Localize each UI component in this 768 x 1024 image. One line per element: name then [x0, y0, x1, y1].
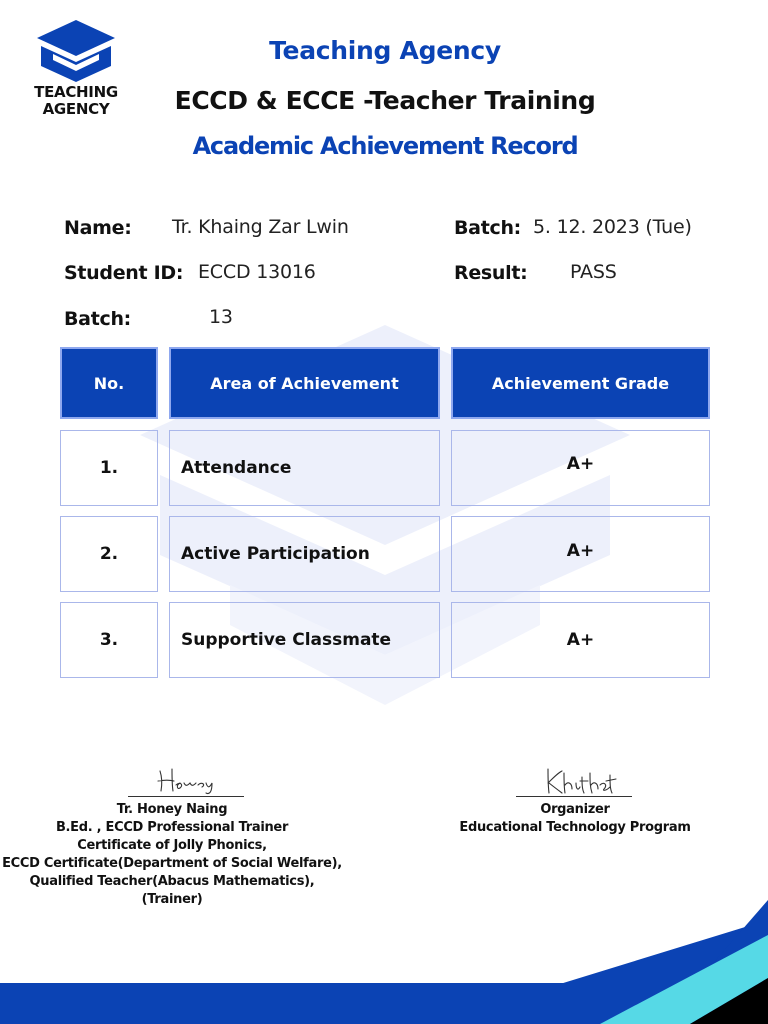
graduation-cap-icon [37, 20, 115, 84]
result-label: Result: [454, 262, 528, 284]
table-header-area: Area of Achievement [169, 347, 440, 419]
signature-organizer [540, 763, 620, 797]
organizer-block [430, 801, 720, 837]
table-row-2-grade: A+ [451, 516, 710, 592]
result-value: PASS [570, 261, 617, 283]
program-title: ECCD & ECCE -Teacher Training [174, 86, 596, 115]
footer-decoration [0, 880, 768, 1024]
agency-logo [34, 20, 118, 130]
trainer-credential-3: ECCD Certificate(Department of Social Welfare), [2, 856, 342, 871]
organizer-title: Organizer [540, 802, 610, 817]
date-label: Batch: [454, 217, 521, 239]
trainer-credential-2: Certificate of Jolly Phonics, [77, 838, 267, 853]
student-id-value: ECCD 13016 [198, 261, 316, 283]
trainer-credential-4: Qualified Teacher(Abacus Mathematics), [29, 874, 315, 889]
batch-value: 13 [209, 306, 233, 328]
trainer-name: Tr. Honey Naing [116, 802, 228, 817]
table-row-1-area: Attendance [169, 430, 440, 506]
name-label: Name: [64, 217, 132, 239]
table-row-3-area: Supportive Classmate [169, 602, 440, 678]
table-row-1-no: 1. [60, 430, 158, 506]
table-row-3-no: 3. [60, 602, 158, 678]
trainer-credential-1: B.Ed. , ECCD Professional Trainer [55, 820, 289, 835]
organizer-program: Educational Technology Program [459, 820, 691, 835]
table-header-no: No. [60, 347, 158, 419]
date-value: 5. 12. 2023 (Tue) [533, 216, 692, 238]
table-row-1-grade: A+ [451, 430, 710, 506]
signature-line-left [128, 796, 244, 797]
student-id-label: Student ID: [64, 262, 184, 284]
table-row-2-no: 2. [60, 516, 158, 592]
trainer-role: (Trainer) [141, 892, 203, 907]
table-header-grade: Achievement Grade [451, 347, 710, 419]
logo-text-line2: AGENCY [42, 100, 110, 118]
record-title: Academic Achievement Record [192, 132, 578, 160]
signature-line-right [516, 796, 632, 797]
logo-text-line1: TEACHING [34, 83, 118, 101]
table-row-3-grade: A+ [451, 602, 710, 678]
batch-label: Batch: [64, 308, 131, 330]
name-value: Tr. Khaing Zar Lwin [172, 216, 349, 238]
signature-honey [150, 763, 230, 797]
table-row-2-area: Active Participation [169, 516, 440, 592]
organization-title: Teaching Agency [269, 36, 501, 65]
